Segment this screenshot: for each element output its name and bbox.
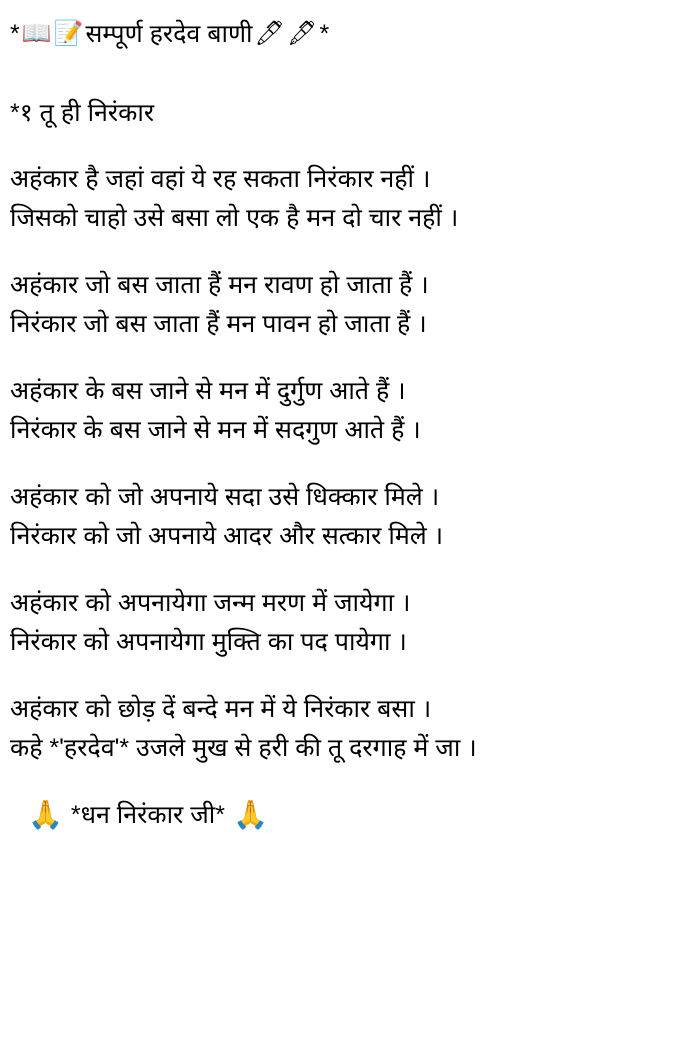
verse-line: अहंकार जो बस जाता हैं मन रावण हो जाता हैं । — [10, 271, 429, 299]
pen-icon: 🖊 — [254, 20, 286, 47]
verse-line: निरंकार जो बस जाता हैं मन पावन हो जाता हैं । — [10, 310, 427, 338]
verse-line: निरंकार के बस जाने से मन में सदगुण आते हैं । — [10, 416, 421, 444]
title-leading-asterisk: * — [10, 20, 20, 48]
open-book-icon: 📖 — [21, 20, 52, 47]
title-trailing-asterisk: * — [319, 20, 330, 48]
verse-line: कहे *'हरदेव'* उजले मुख से हरी की तू दरगाह में जा । — [10, 734, 477, 762]
document-title — [10, 14, 663, 54]
folded-hands-icon-right: 🙏 — [232, 799, 268, 830]
verse-line: अहंकार के बस जाने से मन में दुर्गुण आते हैं । — [10, 377, 406, 405]
stanza-1 — [10, 160, 663, 238]
verse-line: अहंकार को अपनायेगा जन्म मरण में जायेगा । — [10, 589, 411, 617]
verse-line: जिसको चाहो उसे बसा लो एक है मन दो चार नहीं । — [10, 204, 459, 232]
stanza-3 — [10, 372, 663, 450]
stanza-4 — [10, 478, 663, 556]
page-heading: *१ तू ही निरंकार — [10, 99, 155, 127]
verse-line: अहंकार को जो अपनाये सदा उसे धिक्कार मिले । — [10, 483, 440, 511]
stanza-5 — [10, 584, 663, 662]
stanza-6 — [10, 690, 663, 768]
verse-line: अहंकार है जहां वहां ये रह सकता निरंकार नहीं । — [10, 165, 431, 193]
folded-hands-icon-left: 🙏 — [28, 799, 63, 830]
memo-icon: 📝 — [53, 20, 84, 47]
spacer-after-heading — [10, 130, 663, 160]
verse-line: निरंकार को अपनायेगा मुक्ति का पद पायेगा । — [10, 628, 407, 656]
spacer-after-title — [10, 54, 663, 96]
fountain-pen-icon: 🖋 — [287, 20, 318, 47]
verse-line: निरंकार को जो अपनाये आदर और सत्कार मिले । — [10, 522, 444, 550]
verse-line: अहंकार को छोड़ दें बन्दे मन में ये निरंकार बसा । — [10, 695, 432, 723]
title-text: सम्पूर्ण हरदेव बाणी — [85, 20, 253, 48]
closing-text: *धन निरंकार जी* — [70, 801, 225, 829]
closing-blessing — [10, 796, 663, 834]
stanza-2 — [10, 266, 663, 344]
